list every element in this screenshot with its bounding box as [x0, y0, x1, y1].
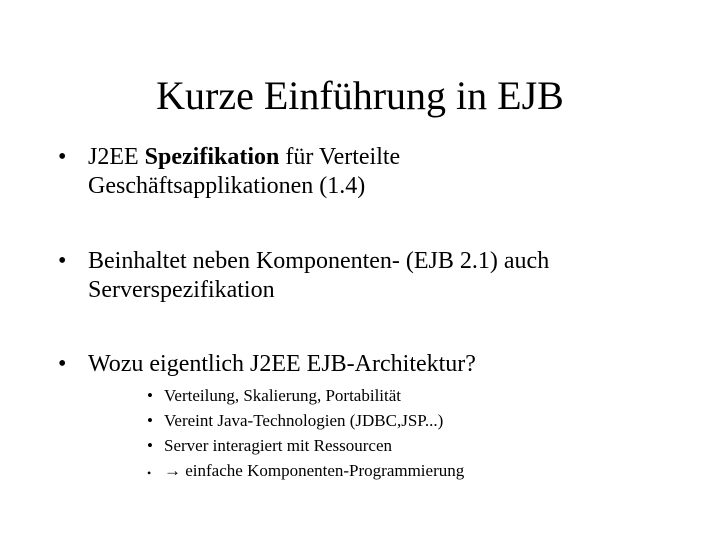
subbullet-dot-icon: • — [147, 436, 153, 455]
subbullet-text: Verteilung, Skalierung, Portabilität — [164, 386, 402, 405]
bullet-item — [58, 247, 698, 305]
subbullet-dot-icon: • — [147, 466, 152, 480]
slide-title: Kurze Einführung in EJB — [156, 73, 564, 118]
bullet-text: Wozu eigentlich J2EE EJB-Architektur? — [88, 351, 476, 377]
subbullet-item — [147, 411, 443, 431]
subbullet-text: → einfache Komponenten-Programmierung — [164, 461, 465, 480]
subbullet-item — [147, 436, 392, 456]
bullet-text-line2: Serverspezifikation — [88, 277, 275, 303]
bullet-text-bold: Spezifikation — [144, 144, 280, 170]
bullet-dot-icon: • — [58, 351, 67, 377]
subbullet-item — [147, 461, 464, 481]
bullet-text: Beinhaltet neben Komponenten- (EJB 2.1) auch — [88, 248, 550, 274]
subbullet-dot-icon: • — [147, 386, 153, 405]
bullet-dot-icon: • — [58, 144, 67, 170]
subbullet-dot-icon: • — [147, 411, 153, 430]
bullet-text-line2: Geschäftsapplikationen (1.4) — [88, 173, 366, 199]
subbullet-item — [147, 386, 401, 406]
bullet-item — [58, 350, 698, 379]
subbullet-text: Server interagiert mit Ressourcen — [164, 436, 393, 455]
bullet-text — [88, 143, 698, 172]
bullet-dot-icon: • — [58, 248, 67, 274]
bullet-text-part: J2EE — [88, 144, 145, 170]
subbullet-text: Vereint Java-Technologien (JDBC,JSP...) — [164, 411, 444, 430]
bullet-item — [58, 143, 698, 201]
bullet-text-part: für Verteilte — [279, 144, 401, 170]
